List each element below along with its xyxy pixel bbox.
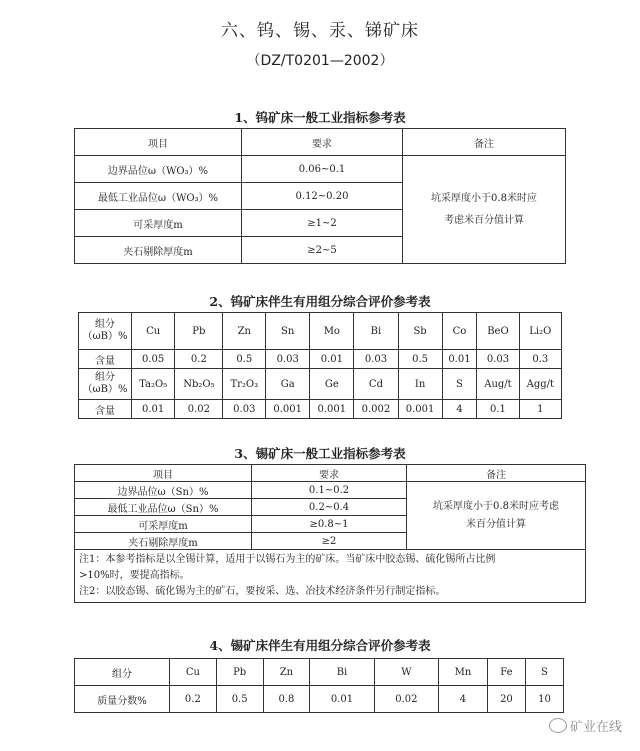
- remark-line: 米百分值计算: [466, 518, 526, 530]
- tin-associated-table: [74, 658, 564, 713]
- element-cell: Fe: [487, 659, 525, 686]
- element-cell: Zn: [223, 313, 266, 350]
- footnotes: [75, 550, 586, 603]
- element-cell: Ta₂O₅: [132, 369, 175, 400]
- element-cell: Mn: [439, 659, 488, 686]
- row-label: 边界品位ω（Sn）%: [75, 482, 252, 499]
- component-label-line: 组分: [95, 319, 115, 330]
- element-cell: BeO: [477, 313, 519, 350]
- table2-title: 2、钨矿床伴生有用组分综合评价参考表: [209, 294, 431, 309]
- element-cell: Pb: [175, 313, 223, 350]
- element-cell: Co: [442, 313, 477, 350]
- component-label-line: 组分: [95, 372, 115, 383]
- value-cell: 0.03: [477, 350, 519, 369]
- row-label: 夹石剔除厚度m: [75, 237, 242, 264]
- value-cell: 0.5: [223, 350, 266, 369]
- table3-title: 3、锡矿床一般工业指标参考表: [234, 446, 406, 461]
- watermark: [549, 716, 622, 735]
- header-remark: 备注: [403, 129, 566, 156]
- header-requirement: 要求: [252, 465, 407, 482]
- remark-line: 考虑米百分值计算: [444, 214, 524, 226]
- footnote-1-cont: >10%时，要提高指标。: [79, 570, 190, 581]
- value-cell: 4: [439, 686, 488, 713]
- value-cell: 0.03: [354, 350, 398, 369]
- row-value: 0.1~0.2: [252, 482, 407, 499]
- element-cell: Nb₂O₅: [175, 369, 223, 400]
- value-cell: 0.02: [175, 400, 223, 419]
- element-cell: Mo: [310, 313, 354, 350]
- row-label: 最低工业品位ω（Sn）%: [75, 499, 252, 516]
- header-item: 项目: [75, 465, 252, 482]
- value-cell: 0.2: [175, 350, 223, 369]
- element-cell: Bi: [354, 313, 398, 350]
- value-cell: 0.5: [398, 350, 442, 369]
- element-cell: Pb: [216, 659, 263, 686]
- row-label: 最低工业品位ω（WO₃）%: [75, 183, 242, 210]
- value-cell: 0.01: [132, 400, 175, 419]
- element-cell: Cu: [170, 659, 217, 686]
- value-cell: 0.03: [223, 400, 266, 419]
- row-label: 夹石剔除厚度m: [75, 533, 252, 550]
- value-cell: 0.03: [266, 350, 310, 369]
- row-label: 可采厚度m: [75, 516, 252, 533]
- row-value: 0.06~0.1: [242, 156, 403, 183]
- remark-line: 坑采厚度小于0.8米时应: [431, 192, 537, 204]
- value-cell: 0.02: [374, 686, 438, 713]
- value-cell: 4: [442, 400, 477, 419]
- tin-indicator-table: [74, 464, 586, 603]
- row-value: 0.2~0.4: [252, 499, 407, 516]
- element-cell: Zn: [263, 659, 310, 686]
- page-heading: 六、钨、锡、汞、锑矿床: [221, 21, 419, 41]
- row-value: 0.12~0.20: [242, 183, 403, 210]
- value-cell: 0.002: [354, 400, 398, 419]
- header-remark: 备注: [407, 465, 586, 482]
- footnote-1: 注1：本参考指标是以全锡计算，适用于以锡石为主的矿床。当矿床中胶态锡、硫化锡所占比例: [79, 554, 496, 565]
- header-item: 项目: [75, 129, 242, 156]
- remark-cell: [407, 482, 586, 550]
- component-label: [79, 313, 132, 350]
- component-label-line: （ωB）%: [82, 331, 128, 342]
- element-cell: S: [442, 369, 477, 400]
- content-label: 含量: [79, 350, 132, 369]
- value-cell: 0.001: [398, 400, 442, 419]
- value-cell: 0.1: [477, 400, 519, 419]
- element-cell: Ge: [310, 369, 354, 400]
- row-label: 可采厚度m: [75, 210, 242, 237]
- value-cell: 0.001: [266, 400, 310, 419]
- value-cell: 20: [487, 686, 525, 713]
- row-label: 边界品位ω（WO₃）%: [75, 156, 242, 183]
- header-requirement: 要求: [242, 129, 403, 156]
- element-cell: Ga: [266, 369, 310, 400]
- value-cell: 1: [519, 400, 561, 419]
- element-cell: Aug/t: [477, 369, 519, 400]
- footnote-2: 注2：以胶态锡、硫化锡为主的矿石，要按采、选、冶技术经济条件另行制定指标。: [79, 586, 446, 597]
- component-label: 组分: [75, 659, 170, 686]
- component-label-line: （ωB）%: [82, 384, 128, 395]
- element-cell: Li₂O: [519, 313, 561, 350]
- value-cell: 0.3: [519, 350, 561, 369]
- element-cell: Bi: [310, 659, 374, 686]
- table4-title: 4、锡矿床伴生有用组分综合评价参考表: [209, 638, 431, 653]
- element-cell: Sn: [266, 313, 310, 350]
- element-cell: W: [374, 659, 438, 686]
- watermark-text: 矿业在线: [569, 720, 622, 735]
- value-cell: 0.5: [216, 686, 263, 713]
- element-cell: Agg/t: [519, 369, 561, 400]
- remark-cell: [403, 156, 566, 264]
- wechat-icon: [549, 718, 567, 733]
- content-label: 含量: [79, 400, 132, 419]
- row-value: ≥2~5: [242, 237, 403, 264]
- value-cell: 0.05: [132, 350, 175, 369]
- value-cell: 0.01: [442, 350, 477, 369]
- component-label: [79, 369, 132, 400]
- value-cell: 0.8: [263, 686, 310, 713]
- value-cell: 0.01: [310, 350, 354, 369]
- element-cell: In: [398, 369, 442, 400]
- element-cell: Cd: [354, 369, 398, 400]
- value-label: 质量分数%: [75, 686, 170, 713]
- row-value: ≥1~2: [242, 210, 403, 237]
- element-cell: Sb: [398, 313, 442, 350]
- remark-line: 坑采厚度小于0.8米时应考虑: [433, 500, 559, 512]
- value-cell: 0.2: [170, 686, 217, 713]
- value-cell: 0.001: [310, 400, 354, 419]
- table1-title: 1、钨矿床一般工业指标参考表: [234, 110, 406, 125]
- element-cell: S: [525, 659, 563, 686]
- row-value: ≥0.8~1: [252, 516, 407, 533]
- value-cell: 10: [525, 686, 563, 713]
- value-cell: 0.01: [310, 686, 374, 713]
- row-value: ≥2: [252, 533, 407, 550]
- standard-code: （DZ/T0201—2002）: [246, 53, 394, 69]
- tungsten-indicator-table: [74, 128, 566, 264]
- tungsten-associated-table: [78, 312, 562, 419]
- element-cell: Cu: [132, 313, 175, 350]
- element-cell: Tr₂O₃: [223, 369, 266, 400]
